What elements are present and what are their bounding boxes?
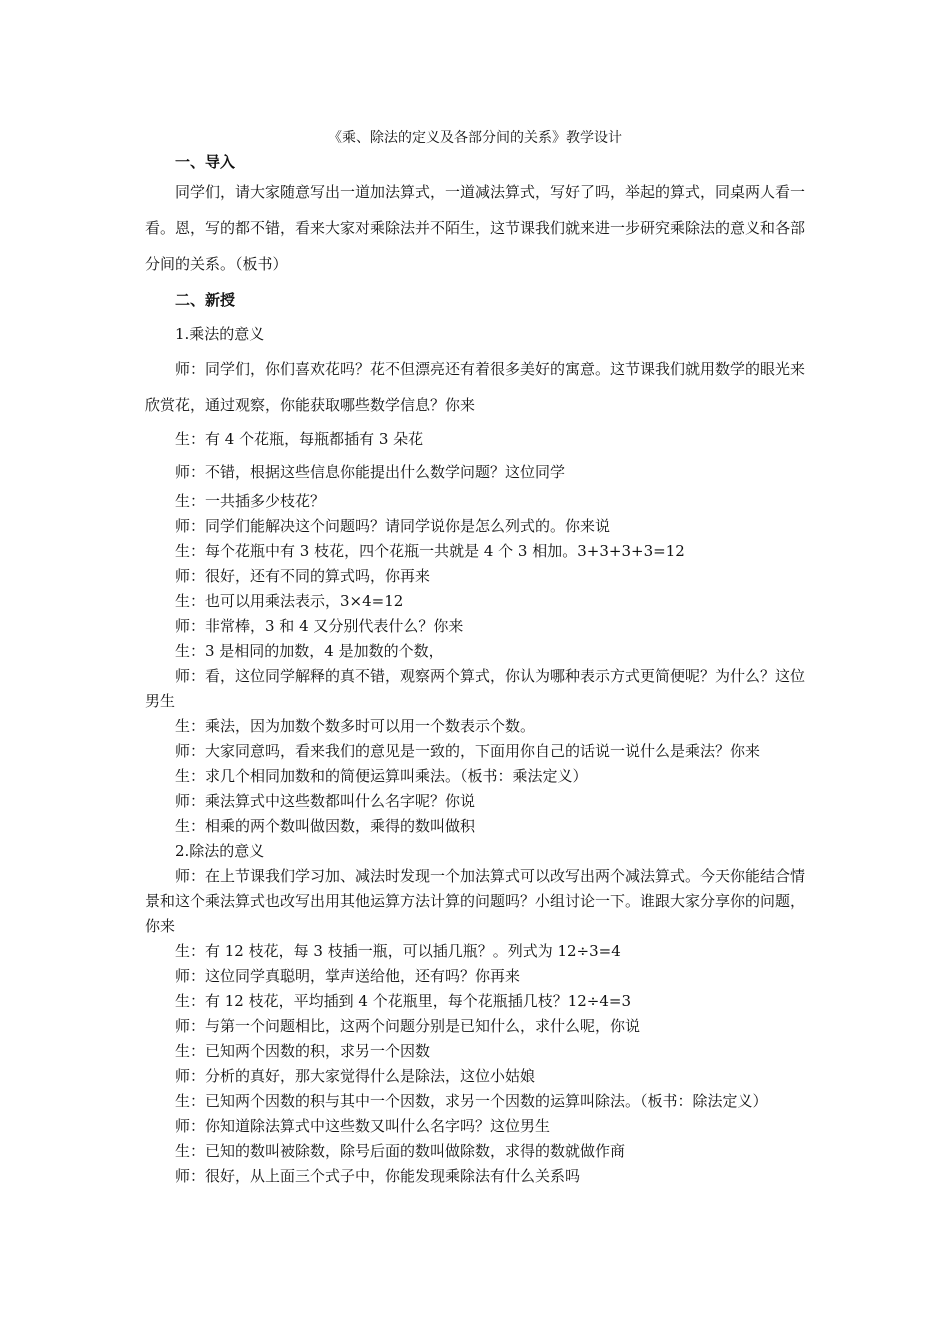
paragraph: 生：已知的数叫被除数，除号后面的数叫做除数，求得的数就做作商	[175, 1142, 626, 1160]
paragraph: 师：同学们，你们喜欢花吗？花不但漂亮还有着很多美好的寓意。这节课我们就用数学的眼光来欣赏花，通过观察，你能获取哪些数学信息？你来	[145, 360, 806, 414]
paragraph: 生：乘法，因为加数个数多时可以用一个数表示个数。	[175, 717, 536, 735]
paragraph: 师：与第一个问题相比，这两个问题分别是已知什么，求什么呢，你说	[175, 1017, 641, 1035]
paragraph: 师：大家同意吗，看来我们的意见是一致的，下面用你自己的话说一说什么是乘法？你来	[175, 742, 761, 760]
section-heading-new-lesson: 二、新授	[175, 291, 236, 309]
paragraph: 生：也可以用乘法表示，3×4=12	[175, 592, 404, 610]
section-heading-intro: 一、导入	[175, 153, 236, 171]
paragraph: 生：每个花瓶中有 3 枝花，四个花瓶一共就是 4 个 3 相加。3+3+3+3=12	[175, 542, 685, 560]
paragraph: 师：在上节课我们学习加、减法时发现一个加法算式可以改写出两个减法算式。今天你能结合情景和这个乘法算式也改写出用其他运算方法计算的问题吗？小组讨论一下。谁跟大家分享你的问题，你来	[145, 867, 806, 935]
paragraph: 生：一共插多少枝花？	[175, 492, 326, 510]
paragraph: 师：同学们能解决这个问题吗？请同学说你是怎么列式的。你来说	[175, 517, 611, 535]
paragraph: 生：有 12 枝花，平均插到 4 个花瓶里，每个花瓶插几枝？12÷4=3	[175, 992, 632, 1010]
paragraph: 生：有 4 个花瓶，每瓶都插有 3 朵花	[175, 430, 424, 448]
paragraph: 同学们，请大家随意写出一道加法算式，一道减法算式，写好了吗，举起的算式，同桌两人看一看。恩，写的都不错，看来大家对乘除法并不陌生，这节课我们就来进一步研究乘除法的意义和各部分间的关系。（板书）	[145, 183, 806, 273]
paragraph: 生：3 是相同的加数，4 是加数的个数，	[175, 642, 444, 660]
paragraph: 师：乘法算式中这些数都叫什么名字呢？你说	[175, 792, 476, 810]
subsection-heading-multiplication: 1.乘法的意义	[175, 325, 265, 343]
paragraph: 师：不错，根据这些信息你能提出什么数学问题？这位同学	[175, 463, 566, 481]
paragraph: 生：已知两个因数的积，求另一个因数	[175, 1042, 431, 1060]
subsection-heading-division: 2.除法的意义	[175, 842, 265, 860]
paragraph: 生：相乘的两个数叫做因数，乘得的数叫做积	[175, 817, 476, 835]
paragraph: 师：很好，还有不同的算式吗，你再来	[175, 567, 431, 585]
paragraph: 师：非常棒，3 和 4 又分别代表什么？你来	[175, 617, 464, 635]
paragraph: 生：已知两个因数的积与其中一个因数，求另一个因数的运算叫除法。（板书：除法定义）	[175, 1092, 768, 1110]
document-body	[145, 150, 810, 1189]
paragraph: 师：分析的真好，那大家觉得什么是除法，这位小姑娘	[175, 1067, 536, 1085]
paragraph: 师：这位同学真聪明，掌声送给他，还有吗？你再来	[175, 967, 521, 985]
paragraph: 生：有 12 枝花，每 3 枝插一瓶，可以插几瓶？。列式为 12÷3=4	[175, 942, 621, 960]
paragraph: 师：很好，从上面三个式子中，你能发现乘除法有什么关系吗	[175, 1167, 581, 1185]
paragraph: 师：看，这位同学解释的真不错，观察两个算式，你认为哪种表示方式更简便呢？为什么？这位男生	[145, 667, 806, 710]
paragraph: 师：你知道除法算式中这些数又叫什么名字吗？这位男生	[175, 1117, 551, 1135]
document-title: 《乘、除法的定义及各部分间的关系》教学设计	[328, 130, 622, 146]
paragraph: 生：求几个相同加数和的简便运算叫乘法。（板书：乘法定义）	[175, 767, 588, 785]
